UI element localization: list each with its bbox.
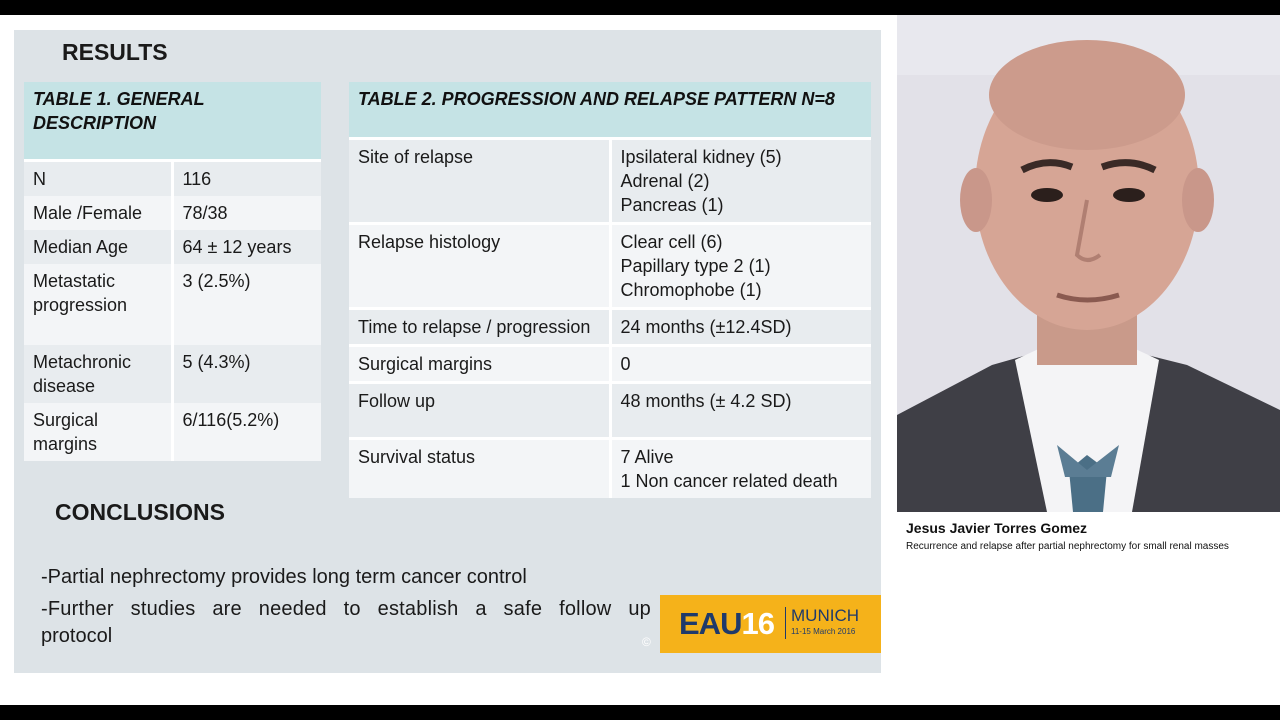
table1-label: Median Age [24, 230, 172, 264]
table1-title: TABLE 1. GENERAL DESCRIPTION [24, 82, 321, 160]
table1-label: Surgical margins [24, 403, 172, 461]
copyright-mark: © [642, 635, 651, 649]
table-row [349, 438, 871, 498]
table1-label: Metastatic progression [24, 264, 172, 345]
table-row [24, 196, 321, 230]
table2-value [610, 382, 871, 438]
table2-value-line: Chromophobe (1) [620, 279, 762, 300]
table1-value: 116 [172, 160, 321, 196]
table-row [24, 160, 321, 196]
table-general-description [24, 82, 321, 461]
speaker-video-feed [897, 15, 1280, 512]
table2-value-line: Ipsilateral kidney (5) [620, 146, 782, 167]
table2-label: Surgical margins [349, 345, 610, 382]
table-row [349, 223, 871, 308]
table2-label: Follow up [349, 382, 610, 438]
table-row [24, 403, 321, 461]
table2-label: Time to relapse / progression [349, 308, 610, 345]
table2-value [610, 138, 871, 223]
table2-label: Relapse histology [349, 223, 610, 308]
presentation-slide [0, 15, 897, 688]
table1-value: 5 (4.3%) [172, 345, 321, 403]
table-row [24, 345, 321, 403]
table2-value [610, 438, 871, 498]
table2-value-line: 1 Non cancer related death [620, 470, 838, 491]
table1-label: Metachronic disease [24, 345, 172, 403]
table2-value [610, 308, 871, 345]
table1-value: 64 ± 12 years [172, 230, 321, 264]
bottom-letterbox-bar [0, 705, 1280, 720]
table2-value-line: 0 [620, 353, 631, 374]
table-row [349, 345, 871, 382]
table-row [24, 230, 321, 264]
table-row [24, 264, 321, 345]
table-progression-relapse [349, 82, 871, 498]
table2-value-line: Adrenal (2) [620, 170, 710, 191]
conclusions-heading: CONCLUSIONS [55, 499, 225, 525]
speaker-name: Jesus Javier Torres Gomez [906, 520, 1088, 536]
table2-value-line: Clear cell (6) [620, 231, 723, 252]
conclusion-line: -Partial nephrectomy provides long term cancer control [41, 566, 527, 588]
table2-value-line: Papillary type 2 (1) [620, 255, 771, 276]
table2-value-line: 24 months (±12.4SD) [620, 316, 792, 337]
table1-value: 3 (2.5%) [172, 264, 321, 345]
conclusion-line: -Further studies are needed to establish a safe follow up [41, 598, 651, 620]
table2-title: TABLE 2. PROGRESSION AND RELAPSE PATTERN N=8 [349, 82, 871, 138]
logo-dates: 11-15 March 2016 [791, 627, 856, 636]
table2-value-line: 7 Alive [620, 446, 674, 467]
conclusion-line: protocol [41, 625, 113, 647]
table2-value-line: Pancreas (1) [620, 194, 724, 215]
top-letterbox-bar [0, 0, 1280, 15]
logo-eau-text: EAU16 [679, 606, 774, 641]
talk-title: Recurrence and relapse after partial nephrectomy for small renal masses [906, 541, 1229, 552]
logo-city: MUNICH [791, 606, 859, 625]
eau16-munich-logo [660, 595, 881, 653]
results-heading: RESULTS [62, 39, 168, 65]
logo-divider [785, 607, 786, 639]
speaker-portrait-image [897, 15, 1280, 512]
table2-label: Site of relapse [349, 138, 610, 223]
table-row [349, 308, 871, 345]
table-row [349, 382, 871, 438]
table2-value-line: 48 months (± 4.2 SD) [620, 390, 792, 411]
table1-value: 6/116(5.2%) [172, 403, 321, 461]
table2-value [610, 345, 871, 382]
table1-label: Male /Female [24, 196, 172, 230]
table2-label: Survival status [349, 438, 610, 498]
table1-value: 78/38 [172, 196, 321, 230]
table-row [349, 138, 871, 223]
table2-value [610, 223, 871, 308]
table1-label: N [24, 160, 172, 196]
